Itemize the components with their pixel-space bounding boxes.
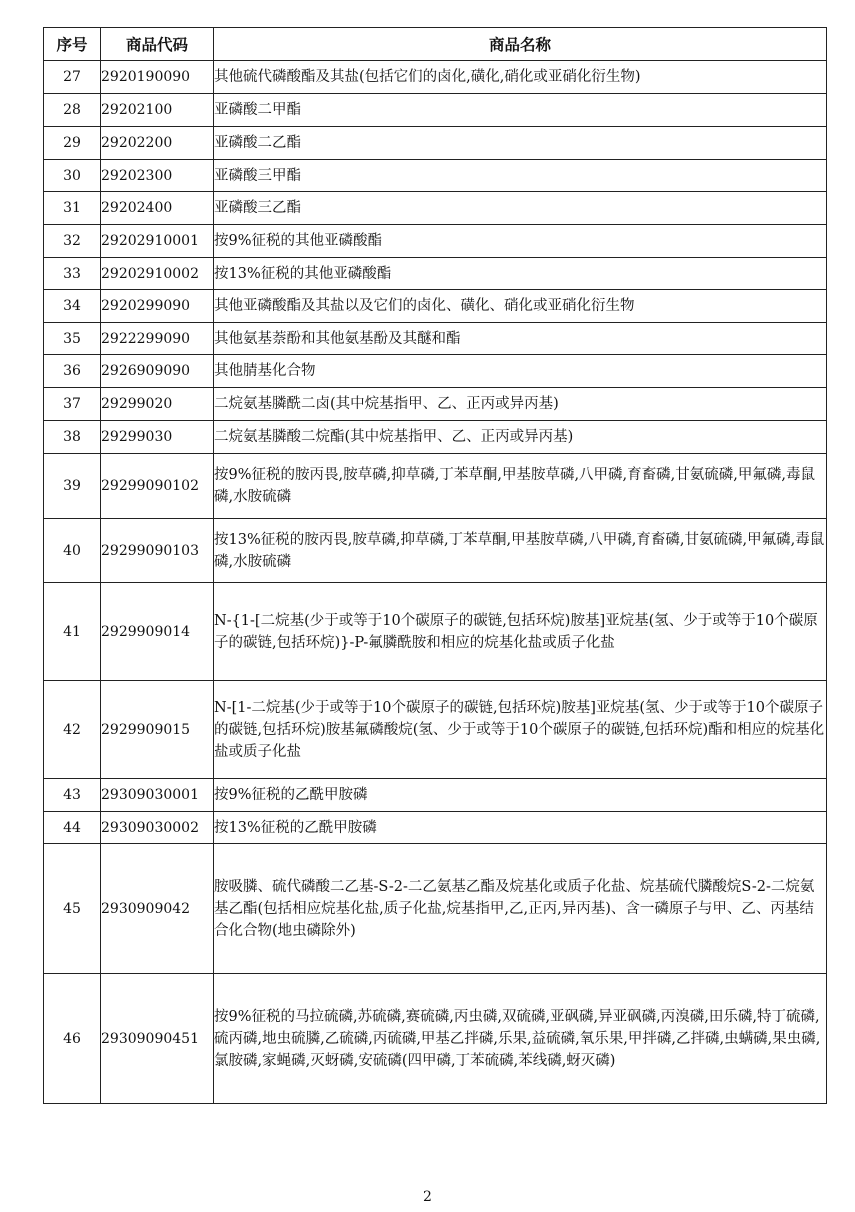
- row-no: 35: [44, 323, 101, 355]
- row-name: 其他亚磷酸酯及其盐以及它们的卤化、磺化、硝化或亚硝化衍生物: [214, 290, 827, 323]
- row-no: 39: [44, 454, 101, 519]
- table-row: [44, 779, 827, 812]
- row-code: 29299030: [101, 421, 214, 454]
- row-code: 2930909042: [101, 844, 214, 974]
- row-no: 29: [44, 127, 101, 160]
- header-row: [44, 28, 827, 61]
- row-no: 31: [44, 192, 101, 225]
- table-row: [44, 388, 827, 421]
- row-code: 2929909014: [101, 583, 214, 681]
- row-no: 34: [44, 290, 101, 323]
- row-code: 2920299090: [101, 290, 214, 323]
- table-row: [44, 421, 827, 454]
- table-row: [44, 258, 827, 290]
- row-code: 2920190090: [101, 61, 214, 94]
- row-code: 29202910001: [101, 225, 214, 258]
- row-name: 其他硫代磷酸酯及其盐(包括它们的卤化,磺化,硝化或亚硝化衍生物): [214, 61, 827, 94]
- header-name: 商品名称: [214, 28, 827, 61]
- row-code: 29202300: [101, 160, 214, 192]
- table-row: [44, 844, 827, 974]
- row-code: 29202100: [101, 94, 214, 127]
- row-code: 29202400: [101, 192, 214, 225]
- table-row: [44, 355, 827, 388]
- row-name: 其他氨基萘酚和其他氨基酚及其醚和酯: [214, 323, 827, 355]
- row-no: 46: [44, 974, 101, 1104]
- table-row: [44, 192, 827, 225]
- table-row: [44, 290, 827, 323]
- row-code: 29299020: [101, 388, 214, 421]
- row-code: 29202910002: [101, 258, 214, 290]
- row-name: 亚磷酸二甲酯: [214, 94, 827, 127]
- row-name: 按13%征税的乙酰甲胺磷: [214, 812, 827, 844]
- row-no: 32: [44, 225, 101, 258]
- row-no: 40: [44, 519, 101, 583]
- row-name: N-[1-二烷基(少于或等于10个碳原子的碳链,包括环烷)胺基]亚烷基(氢、少于或等于10个碳原子的碳链,包括环烷)胺基氟磷酸烷(氢、少于或等于10个碳原子的碳链,包括环烷)酯和相应的烷基化盐或质子化盐: [214, 681, 827, 779]
- row-code: 29309030002: [101, 812, 214, 844]
- row-name: 其他腈基化合物: [214, 355, 827, 388]
- row-name: 按9%征税的马拉硫磷,苏硫磷,赛硫磷,丙虫磷,双硫磷,亚砜磷,异亚砜磷,丙溴磷,田乐磷,特丁硫磷,硫丙磷,地虫硫膦,乙硫磷,丙硫磷,甲基乙拌磷,乐果,益硫磷,氧乐果,甲拌磷,乙拌磷,虫螨磷,果虫磷,氯胺磷,家蝇磷,灭蚜磷,安硫磷(四甲磷,丁苯硫磷,苯线磷,蚜灭磷): [214, 974, 827, 1104]
- table-row: [44, 323, 827, 355]
- row-name: 亚磷酸二乙酯: [214, 127, 827, 160]
- row-no: 37: [44, 388, 101, 421]
- table-row: [44, 160, 827, 192]
- row-name: 胺吸膦、硫代磷酸二乙基-S-2-二乙氨基乙酯及烷基化或质子化盐、烷基硫代膦酸烷S-2-二烷氨基乙酯(包括相应烷基化盐,质子化盐,烷基指甲,乙,正丙,异丙基)、含一磷原子与甲、乙、丙基结合化合物(地虫磷除外): [214, 844, 827, 974]
- header-no: 序号: [44, 28, 101, 61]
- row-name: 亚磷酸三甲酯: [214, 160, 827, 192]
- row-no: 30: [44, 160, 101, 192]
- row-code: 2926909090: [101, 355, 214, 388]
- table-row: [44, 225, 827, 258]
- row-no: 38: [44, 421, 101, 454]
- table-row: [44, 812, 827, 844]
- row-name: 亚磷酸三乙酯: [214, 192, 827, 225]
- row-name: 按13%征税的其他亚磷酸酯: [214, 258, 827, 290]
- table-row: [44, 974, 827, 1104]
- row-name: 二烷氨基膦酸二烷酯(其中烷基指甲、乙、正丙或异丙基): [214, 421, 827, 454]
- table-row: [44, 519, 827, 583]
- row-name: 按13%征税的胺丙畏,胺草磷,抑草磷,丁苯草酮,甲基胺草磷,八甲磷,育畜磷,甘氨硫磷,甲氟磷,毒鼠磷,水胺硫磷: [214, 519, 827, 583]
- table-row: [44, 94, 827, 127]
- row-name: N-{1-[二烷基(少于或等于10个碳原子的碳链,包括环烷)胺基]亚烷基(氢、少于或等于10个碳原子的碳链,包括环烷)}-P-氟膦酰胺和相应的烷基化盐或质子化盐: [214, 583, 827, 681]
- row-code: 29299090102: [101, 454, 214, 519]
- row-name: 二烷氨基膦酰二卤(其中烷基指甲、乙、正丙或异丙基): [214, 388, 827, 421]
- row-name: 按9%征税的其他亚磷酸酯: [214, 225, 827, 258]
- row-no: 27: [44, 61, 101, 94]
- header-code: 商品代码: [101, 28, 214, 61]
- row-code: 29202200: [101, 127, 214, 160]
- table-row: [44, 61, 827, 94]
- row-code: 29299090103: [101, 519, 214, 583]
- row-no: 43: [44, 779, 101, 812]
- table-row: [44, 583, 827, 681]
- page-number: 2: [423, 1189, 432, 1205]
- row-no: 28: [44, 94, 101, 127]
- row-no: 44: [44, 812, 101, 844]
- row-code: 2922299090: [101, 323, 214, 355]
- table-row: [44, 681, 827, 779]
- row-no: 36: [44, 355, 101, 388]
- row-no: 41: [44, 583, 101, 681]
- row-code: 29309030001: [101, 779, 214, 812]
- row-code: 29309090451: [101, 974, 214, 1104]
- row-name: 按9%征税的胺丙畏,胺草磷,抑草磷,丁苯草酮,甲基胺草磷,八甲磷,育畜磷,甘氨硫磷,甲氟磷,毒鼠磷,水胺硫磷: [214, 454, 827, 519]
- table-row: [44, 454, 827, 519]
- row-no: 42: [44, 681, 101, 779]
- row-no: 45: [44, 844, 101, 974]
- table-row: [44, 127, 827, 160]
- row-code: 2929909015: [101, 681, 214, 779]
- row-name: 按9%征税的乙酰甲胺磷: [214, 779, 827, 812]
- goods-table: [43, 27, 827, 1104]
- row-no: 33: [44, 258, 101, 290]
